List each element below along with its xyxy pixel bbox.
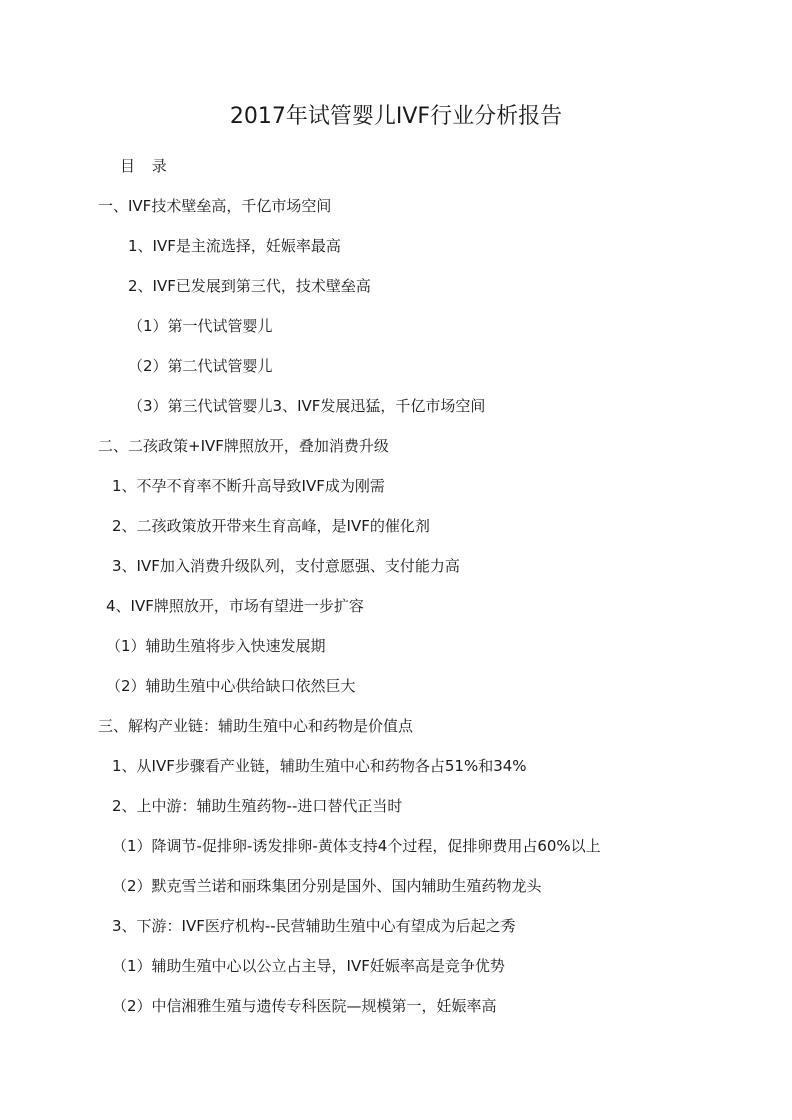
toc-entry: （1）辅助生殖中心以公立占主导，IVF妊娠率高是竞争优势	[112, 957, 505, 975]
toc-entry: 1、不孕不育率不断升高导致IVF成为刚需	[112, 477, 385, 495]
toc-entry-section-3: 三、解构产业链：辅助生殖中心和药物是价值点	[98, 717, 414, 735]
toc-entry: （2）第二代试管婴儿	[128, 357, 273, 375]
toc-entry-section-2: 二、二孩政策+IVF牌照放开，叠加消费升级	[98, 437, 389, 455]
toc-entry: （1）降调节-促排卵-诱发排卵-黄体支持4个过程，促排卵费用占60%以上	[112, 837, 601, 855]
toc-entry: 3、IVF加入消费升级队列，支付意愿强、支付能力高	[112, 557, 460, 575]
toc-entry: （1）辅助生殖将步入快速发展期	[106, 637, 326, 655]
toc-entry: 1、从IVF步骤看产业链，辅助生殖中心和药物各占51%和34%	[112, 757, 527, 775]
toc-entry-section-1: 一、IVF技术壁垒高，千亿市场空间	[98, 197, 332, 215]
toc-entry: 2、IVF已发展到第三代，技术壁垒高	[128, 277, 371, 295]
toc-entry: （2）辅助生殖中心供给缺口依然巨大	[106, 677, 356, 695]
document-title: 2017年试管婴儿IVF行业分析报告	[229, 104, 563, 129]
toc-entry: 2、二孩政策放开带来生育高峰，是IVF的催化剂	[112, 517, 430, 535]
toc-entry: 2、上中游：辅助生殖药物--进口替代正当时	[112, 797, 403, 815]
toc-entry: 3、下游：IVF医疗机构--民营辅助生殖中心有望成为后起之秀	[112, 917, 516, 935]
toc-entry: （2）默克雪兰诺和丽珠集团分别是国外、国内辅助生殖药物龙头	[112, 877, 542, 895]
toc-entry: （1）第一代试管婴儿	[128, 317, 273, 335]
toc-entry: （2）中信湘雅生殖与遗传专科医院—规模第一，妊娠率高	[112, 997, 497, 1015]
toc-entry: 4、IVF牌照放开，市场有望进一步扩容	[106, 597, 364, 615]
toc-entry: （3）第三代试管婴儿3、IVF发展迅猛，千亿市场空间	[128, 397, 486, 415]
toc-entry: 1、IVF是主流选择，妊娠率最高	[128, 237, 341, 255]
toc-heading: 目 录	[120, 157, 173, 175]
